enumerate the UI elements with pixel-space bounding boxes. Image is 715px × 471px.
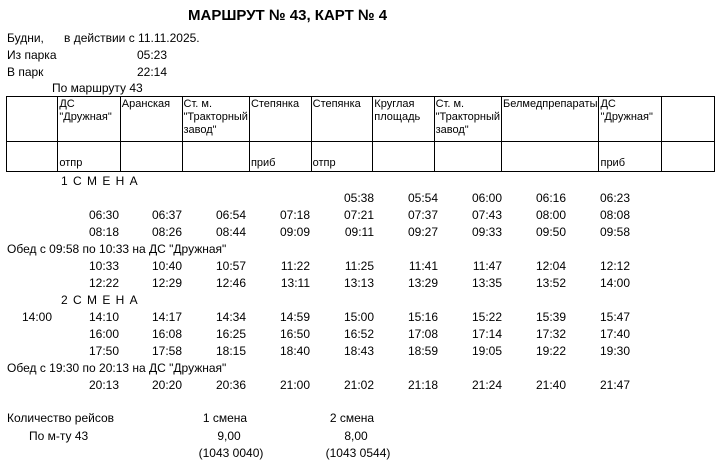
departure-time: 09:50 xyxy=(535,225,566,239)
shift1-trips: 9,00 xyxy=(217,429,241,443)
route-row-label: По м-ту 43 xyxy=(29,429,89,443)
stop-name: Степянка xyxy=(311,97,373,142)
departure-time: 18:15 xyxy=(215,344,246,358)
shift1-label: 1 С М Е Н А xyxy=(61,174,139,188)
arrive-park-label: В парк xyxy=(7,65,44,79)
departure-time: 05:54 xyxy=(407,191,438,205)
shift1-code: (1043 0040) xyxy=(198,446,264,460)
stop-header-empty xyxy=(661,97,714,142)
departure-time: 20:36 xyxy=(215,378,246,392)
departure-time: 10:57 xyxy=(215,259,246,273)
page-title: МАРШРУТ № 43, КАРТ № 4 xyxy=(188,7,388,24)
valid-from: в действии с 11.11.2025. xyxy=(64,31,200,45)
departure-time: 16:25 xyxy=(215,327,246,341)
departure-time: 14:10 xyxy=(88,310,119,324)
route-label: По маршруту 43 xyxy=(52,81,143,95)
departure-time: 21:00 xyxy=(279,378,310,392)
departure-time: 12:29 xyxy=(151,276,182,290)
departure-time: 12:04 xyxy=(535,259,566,273)
departure-time: 06:23 xyxy=(599,191,630,205)
departure-time: 07:43 xyxy=(471,208,502,222)
departure-time: 06:37 xyxy=(151,208,182,222)
stop-note: приб xyxy=(599,142,661,172)
departure-time: 15:16 xyxy=(407,310,438,324)
arrive-park-time: 22:14 xyxy=(137,65,168,79)
stop-note-empty xyxy=(661,142,714,172)
departure-time: 07:21 xyxy=(343,208,374,222)
departure-time: 15:47 xyxy=(599,310,630,324)
departure-time: 19:30 xyxy=(599,344,630,358)
stop-note xyxy=(182,142,249,172)
departure-time: 06:00 xyxy=(471,191,502,205)
shift2-start-time: 14:00 xyxy=(22,310,53,324)
departure-time: 13:29 xyxy=(407,276,438,290)
stop-name: Белмедпрепараты xyxy=(502,97,599,142)
departure-time: 15:39 xyxy=(535,310,566,324)
stop-note xyxy=(373,142,434,172)
departure-time: 14:34 xyxy=(215,310,246,324)
summary-shift1-header: 1 смена xyxy=(202,411,248,425)
stops-table xyxy=(6,96,715,172)
departure-time: 16:08 xyxy=(151,327,182,341)
departure-time: 19:05 xyxy=(471,344,502,358)
departure-time: 06:30 xyxy=(88,208,119,222)
departure-time: 09:27 xyxy=(407,225,438,239)
stop-name: Аранская xyxy=(120,97,182,142)
departure-time: 08:26 xyxy=(151,225,182,239)
departure-time: 14:17 xyxy=(151,310,182,324)
departure-time: 17:14 xyxy=(471,327,502,341)
stop-name: Ст. м. "Тракторный завод" xyxy=(434,97,501,142)
departure-time: 09:09 xyxy=(279,225,310,239)
depart-park-label: Из парка xyxy=(7,48,57,62)
summary-shift2-header: 2 смена xyxy=(329,411,375,425)
days-label: Будни, xyxy=(7,31,44,45)
departure-time: 21:47 xyxy=(599,378,630,392)
departure-time: 13:11 xyxy=(280,276,310,290)
departure-time: 21:24 xyxy=(471,378,502,392)
departure-time: 14:59 xyxy=(279,310,310,324)
stop-note-empty xyxy=(7,142,58,172)
departure-time: 20:13 xyxy=(88,378,119,392)
stop-note xyxy=(502,142,599,172)
departure-time: 16:52 xyxy=(343,327,374,341)
departure-time: 21:02 xyxy=(343,378,374,392)
shift2-label: 2 С М Е Н А xyxy=(61,293,139,307)
depart-park-time: 05:23 xyxy=(137,48,168,62)
departure-time: 11:41 xyxy=(408,259,438,273)
stop-name: ДС "Дружная" xyxy=(599,97,661,142)
departure-time: 13:35 xyxy=(471,276,502,290)
departure-time: 19:22 xyxy=(535,344,566,358)
departure-time: 17:50 xyxy=(88,344,119,358)
stop-name: Степянка xyxy=(249,97,311,142)
stop-note: отпр xyxy=(58,142,120,172)
departure-time: 14:00 xyxy=(599,276,630,290)
departure-time: 09:11 xyxy=(344,225,374,239)
departure-time: 08:00 xyxy=(535,208,566,222)
departure-time: 18:40 xyxy=(279,344,310,358)
departure-time: 16:50 xyxy=(279,327,310,341)
stop-name: Ст. м. "Тракторный завод" xyxy=(182,97,249,142)
departure-time: 08:08 xyxy=(599,208,630,222)
departure-time: 13:13 xyxy=(343,276,374,290)
departure-time: 13:52 xyxy=(535,276,566,290)
shift2-trips: 8,00 xyxy=(344,429,368,443)
departure-time: 06:54 xyxy=(215,208,246,222)
departure-time: 08:44 xyxy=(215,225,246,239)
departure-time: 07:37 xyxy=(407,208,438,222)
departure-time: 12:22 xyxy=(88,276,119,290)
departure-time: 12:46 xyxy=(215,276,246,290)
departure-time: 10:40 xyxy=(151,259,182,273)
departure-time: 08:18 xyxy=(88,225,119,239)
departure-time: 17:58 xyxy=(151,344,182,358)
departure-time: 07:18 xyxy=(279,208,310,222)
stop-note: отпр xyxy=(311,142,373,172)
departure-time: 21:18 xyxy=(407,378,438,392)
shift2-code: (1043 0544) xyxy=(325,446,391,460)
departure-time: 11:47 xyxy=(472,259,502,273)
departure-time: 17:08 xyxy=(407,327,438,341)
trips-label: Количество рейсов xyxy=(7,411,115,425)
departure-time: 11:22 xyxy=(280,259,310,273)
departure-time: 12:12 xyxy=(599,259,630,273)
departure-time: 05:38 xyxy=(343,191,374,205)
lunch1-note: Обед с 09:58 по 10:33 на ДС "Дружная" xyxy=(7,242,227,256)
departure-time: 21:40 xyxy=(535,378,566,392)
departure-time: 09:58 xyxy=(599,225,630,239)
stop-note xyxy=(434,142,501,172)
departure-time: 20:20 xyxy=(151,378,182,392)
lunch2-note: Обед с 19:30 по 20:13 на ДС "Дружная" xyxy=(7,361,227,375)
departure-time: 17:32 xyxy=(535,327,566,341)
stop-name: ДС "Дружная" xyxy=(58,97,120,142)
stop-name: Круглая площадь xyxy=(373,97,434,142)
stop-note xyxy=(120,142,182,172)
departure-time: 16:00 xyxy=(88,327,119,341)
departure-time: 10:33 xyxy=(88,259,119,273)
departure-time: 17:40 xyxy=(599,327,630,341)
departure-time: 18:59 xyxy=(407,344,438,358)
departure-time: 09:33 xyxy=(471,225,502,239)
stop-note: приб xyxy=(249,142,311,172)
departure-time: 15:22 xyxy=(471,310,502,324)
departure-time: 18:43 xyxy=(343,344,374,358)
departure-time: 06:16 xyxy=(535,191,566,205)
departure-time: 15:00 xyxy=(343,310,374,324)
departure-time: 11:25 xyxy=(344,259,374,273)
stop-header-empty xyxy=(7,97,58,142)
